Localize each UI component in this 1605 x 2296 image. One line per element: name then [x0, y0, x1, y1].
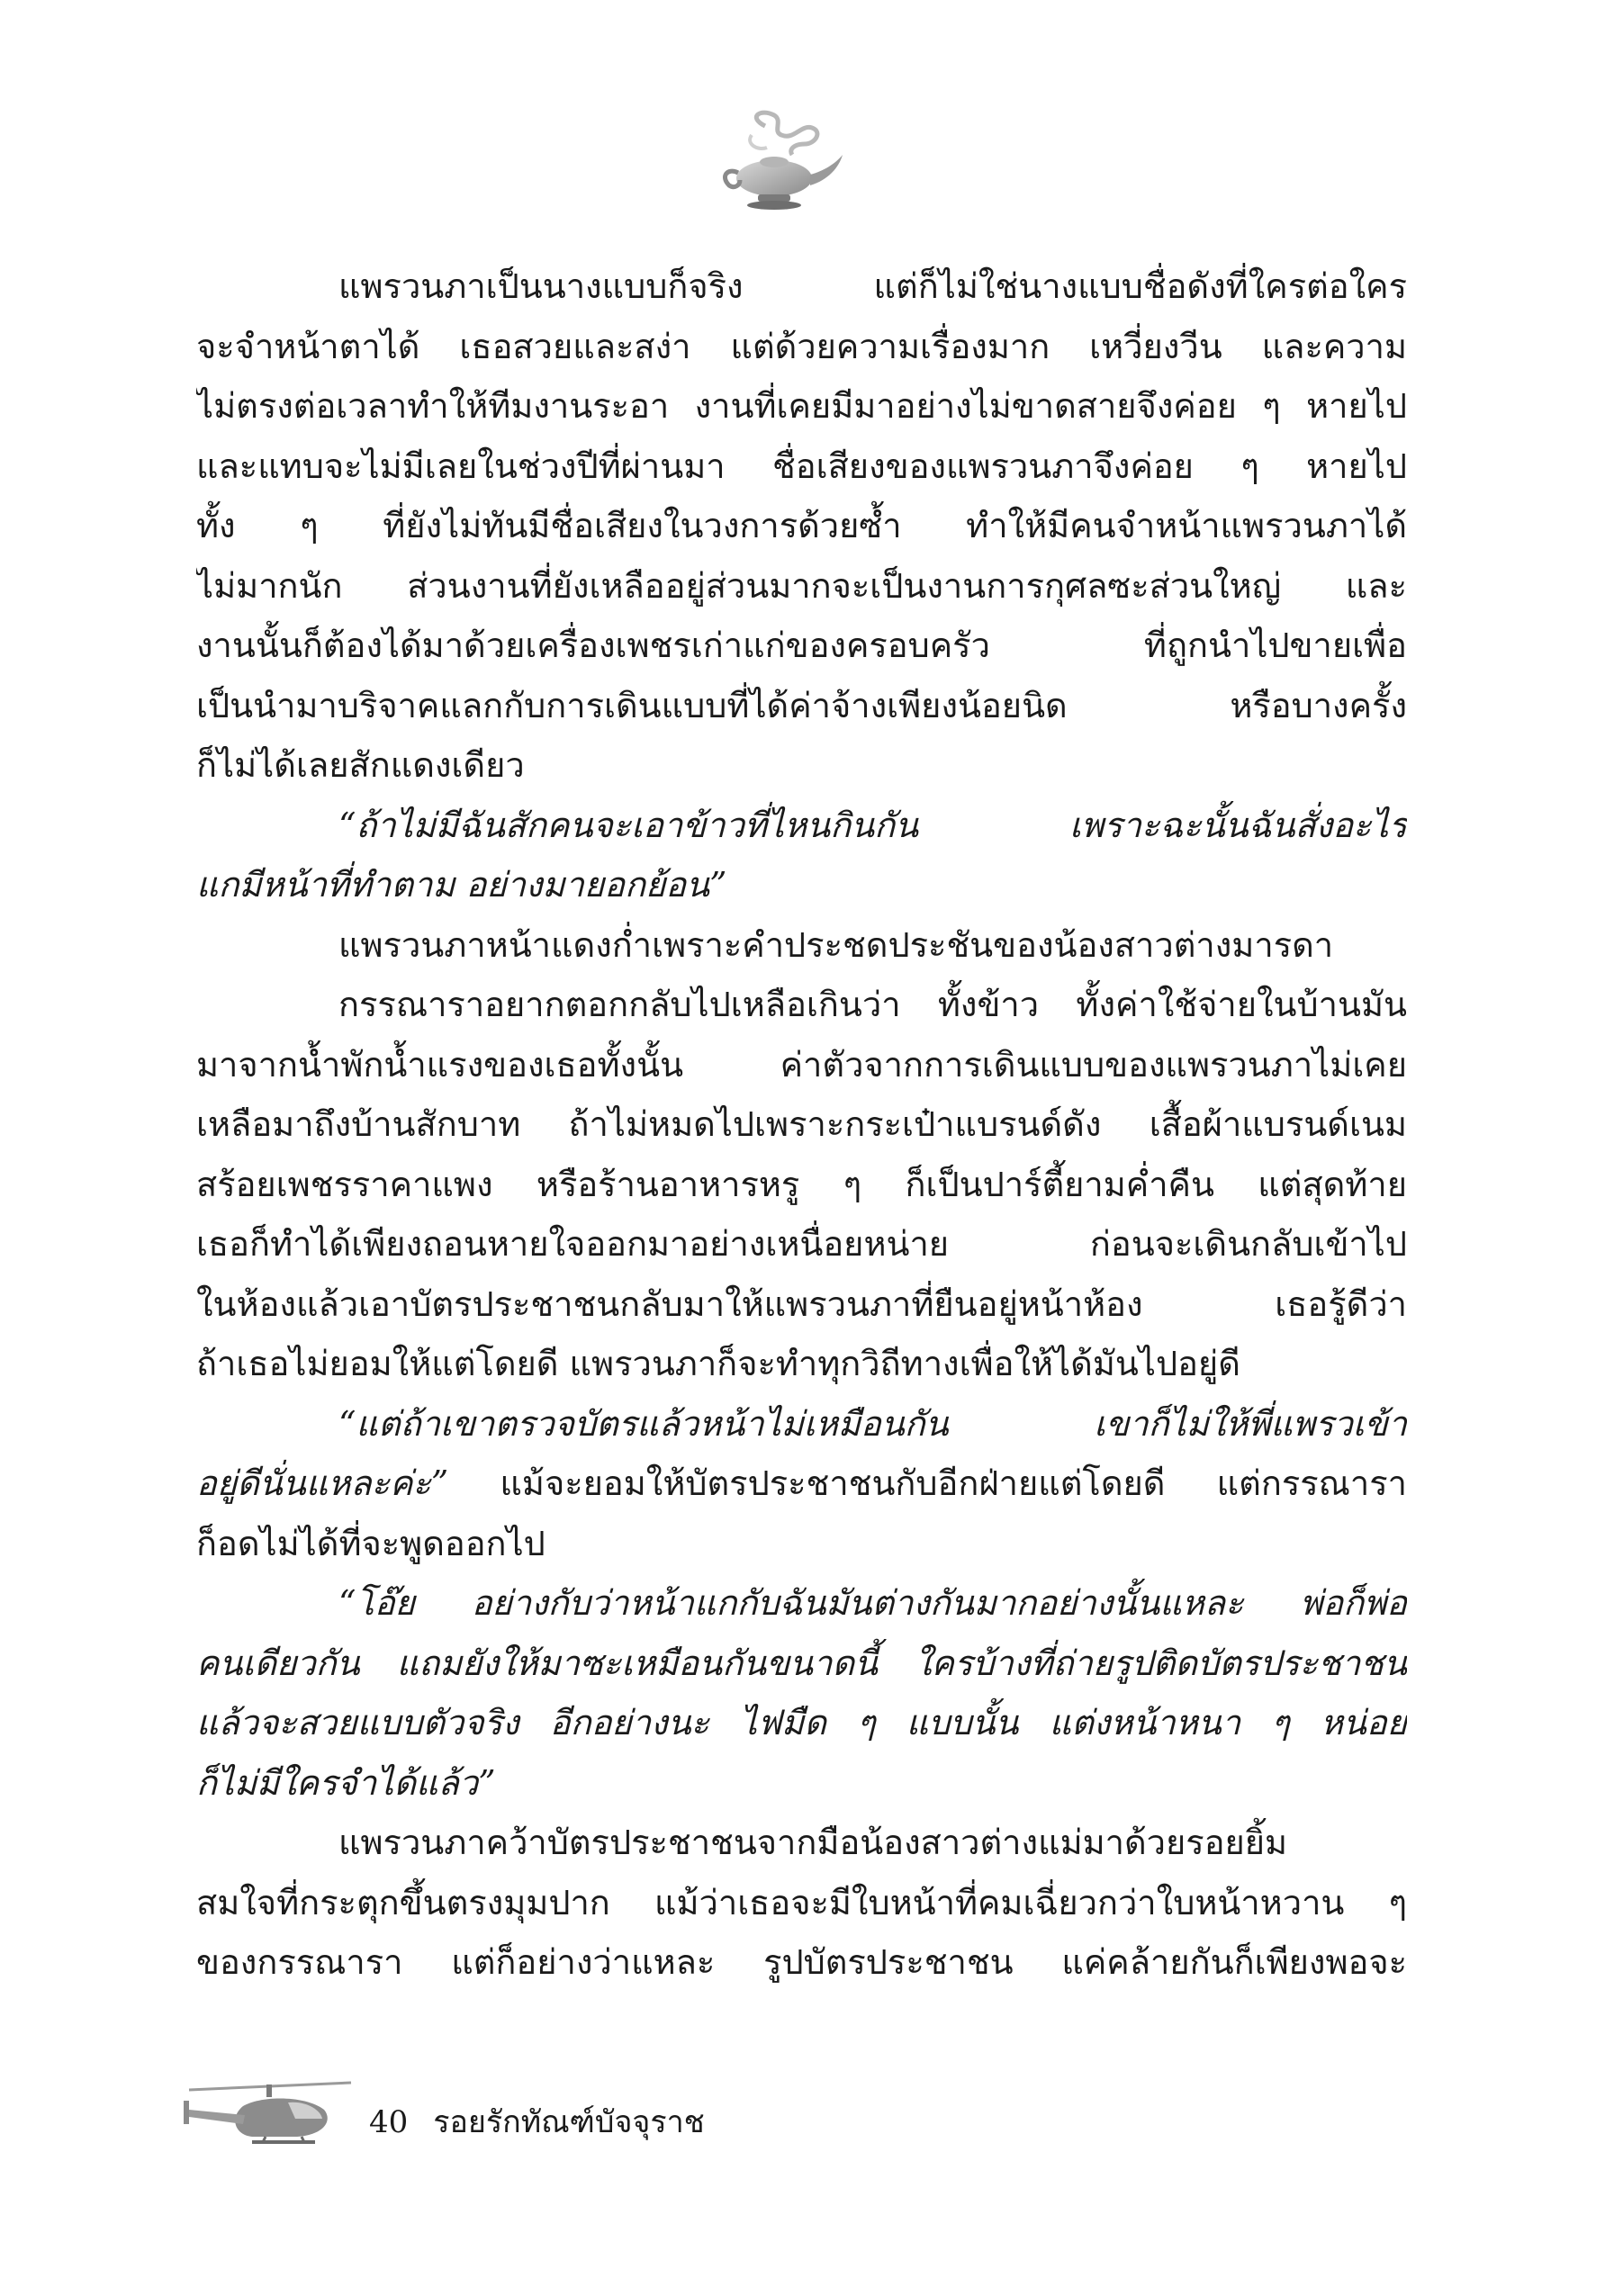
mixed-line: [196, 1454, 1407, 1514]
dialogue-line: แล้วจะสวยแบบตัวจริง อีกอย่างนะ ไฟมืด ๆ แบบนั้น แต่งหน้าหนา ๆ หน่อย: [196, 1703, 1407, 1742]
text-line: จะจำหน้าตาได้ เธอสวยและสง่า แต่ด้วยความเรื่องมาก เหวี่ยงวีน และความ: [196, 326, 1407, 366]
text-line: งานนั้นก็ต้องได้มาด้วยเครื่องเพชรเก่าแก่ของครอบครัว ที่ถูกนำไปขายเพื่อ: [196, 626, 1407, 665]
text-line: ถ้าเธอไม่ยอมให้แต่โดยดี แพรวนภาก็จะทำทุกวิถีทางเพื่อให้ได้มันไปอยู่ดี: [196, 1344, 1240, 1383]
text-line: ทั้ง ๆ ที่ยังไม่ทันมีชื่อเสียงในวงการด้วยซ้ำ ทำให้มีคนจำหน้าแพรวนภาได้: [196, 506, 1407, 545]
text-line: ไม่ตรงต่อเวลาทำให้ทีมงานระอา งานที่เคยมีมาอย่างไม่ขาดสายจึงค่อย ๆ หายไป: [196, 386, 1407, 426]
page-footer: [180, 2070, 900, 2196]
dialogue-line: แกมีหน้าที่ทำตาม อย่างมายอกย้อน”: [196, 865, 727, 905]
text-line: แพรวนภาเป็นนางแบบก็จริง แต่ก็ไม่ใช่นางแบบชื่อดังที่ใครต่อใคร: [338, 266, 1407, 306]
text-line: ในห้องแล้วเอาบัตรประชาชนกลับมาให้แพรวนภาที่ยืนอยู่หน้าห้อง เธอรู้ดีว่า: [196, 1283, 1407, 1324]
page-number: 40: [369, 2104, 409, 2140]
text-line: ก็ไม่ได้เลยสักแดงเดียว: [196, 745, 525, 785]
narration-fragment: แม้จะยอมให้บัตรประชาชนกับอีกฝ่ายแต่โดยดี แต่กรรณารา: [448, 1463, 1407, 1503]
text-line: แพรวนภาคว้าบัตรประชาชนจากมือน้องสาวต่างแม่มาด้วยรอยยิ้ม: [338, 1823, 1288, 1862]
footer-text: [369, 2097, 705, 2146]
dialogue-line: “โอ๊ย อย่างกับว่าหน้าแกกับฉันมันต่างกันมากอย่างนั้นแหละ พ่อก็พ่อ: [338, 1583, 1407, 1623]
dialogue-line: คนเดียวกัน แถมยังให้มาซะเหมือนกันขนาดนี้ ใครบ้างที่ถ่ายรูปติดบัตรประชาชน: [196, 1643, 1407, 1683]
genie-lamp-icon: [711, 108, 846, 216]
text-line: ไม่มากนัก ส่วนงานที่ยังเหลืออยู่ส่วนมากจะเป็นงานการกุศลซะส่วนใหญ่ และ: [196, 565, 1407, 606]
text-line: กรรณาราอยากตอกกลับไปเหลือเกินว่า ทั้งข้าว ทั้งค่าใช้จ่ายในบ้านมัน: [338, 985, 1407, 1024]
text-line: มาจากน้ำพักน้ำแรงของเธอทั้งนั้น ค่าตัวจากการเดินแบบของแพรวนภาไม่เคย: [196, 1044, 1407, 1085]
dialogue-fragment: อยู่ดีนั่นแหละค่ะ”: [196, 1463, 449, 1503]
text-line: เป็นนำมาบริจาคแลกกับการเดินแบบที่ได้ค่าจ้างเพียงน้อยนิด หรือบางครั้ง: [196, 685, 1407, 725]
body-text: [196, 257, 1407, 1993]
helicopter-icon: [180, 2070, 360, 2178]
text-line: ของกรรณารา แต่ก็อย่างว่าแหละ รูปบัตรประชาชน แค่คล้ายกันก็เพียงพอจะ: [196, 1942, 1407, 1982]
text-line: สร้อยเพชรราคาแพง หรือร้านอาหารหรู ๆ ก็เป็นปาร์ตี้ยามค่ำคืน แต่สุดท้าย: [196, 1164, 1407, 1204]
dialogue-line: “แต่ถ้าเขาตรวจบัตรแล้วหน้าไม่เหมือนกัน เขาก็ไม่ให้พี่แพรวเข้า: [338, 1403, 1407, 1444]
book-title: รอยรักทัณฑ์บัจจุราช: [433, 2104, 705, 2140]
dialogue-line: ก็ไม่มีใครจำได้แล้ว”: [196, 1762, 496, 1803]
text-line: เธอก็ทำได้เพียงถอนหายใจออกมาอย่างเหนื่อยหน่าย ก่อนจะเดินกลับเข้าไป: [196, 1224, 1407, 1264]
text-line: สมใจที่กระตุกขึ้นตรงมุมปาก แม้ว่าเธอจะมีใบหน้าที่คมเฉี่ยวกว่าใบหน้าหวาน ๆ: [196, 1882, 1407, 1922]
dialogue-line: “ถ้าไม่มีฉันสักคนจะเอาข้าวที่ไหนกินกัน เพราะฉะนั้นฉันสั่งอะไร: [338, 805, 1407, 845]
text-line: เหลือมาถึงบ้านสักบาท ถ้าไม่หมดไปเพราะกระเป๋าแบรนด์ดัง เสื้อผ้าแบรนด์เนม: [196, 1104, 1407, 1144]
text-line: และแทบจะไม่มีเลยในช่วงปีที่ผ่านมา ชื่อเสียงของแพรวนภาจึงค่อย ๆ หายไป: [196, 446, 1407, 486]
text-line: แพรวนภาหน้าแดงก่ำเพราะคำประชดประชันของน้องสาวต่างมารดา: [338, 924, 1334, 965]
text-line: ก็อดไม่ได้ที่จะพูดออกไป: [196, 1523, 546, 1563]
